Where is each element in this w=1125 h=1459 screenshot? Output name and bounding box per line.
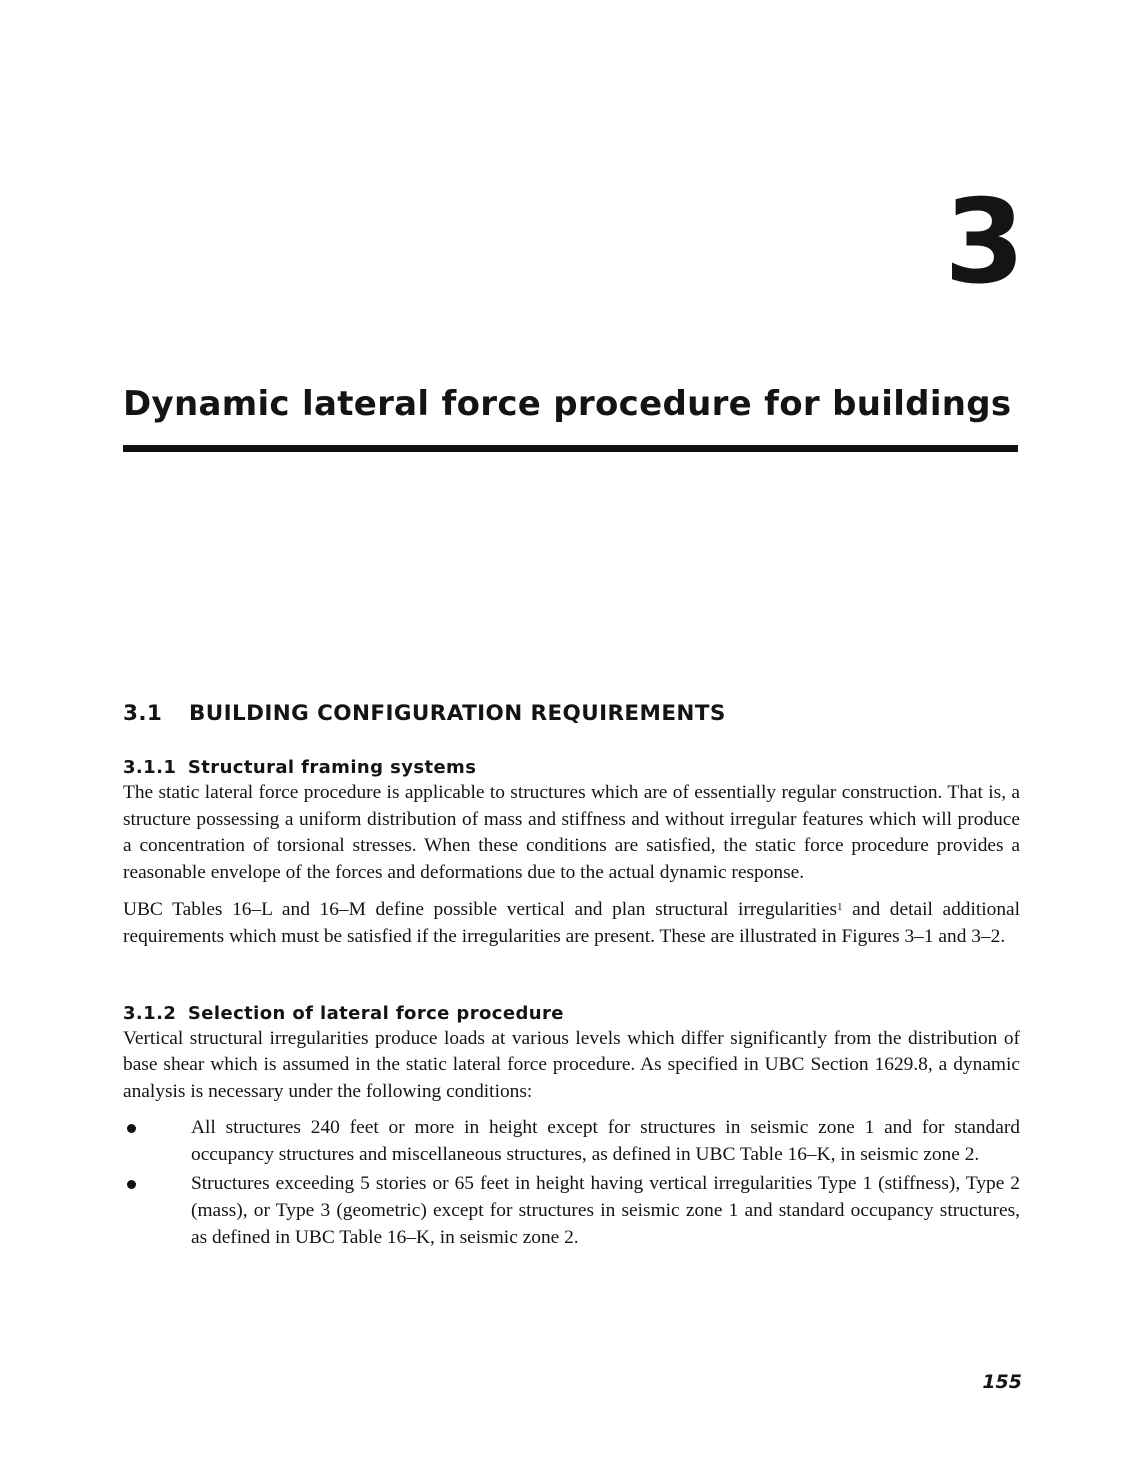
subsection-number: 3.1.2 [123, 1002, 177, 1024]
list-item-text: Structures exceeding 5 stories or 65 feet in height having vertical irregularities Type 1 (stiffness), Type 2 (mass), or Type 3 (geometric) except for structures in seismic zone 1 and standard occupancy structures, as defined in UBC Table 16–K, in seismic zone 2. [191, 1173, 1020, 1248]
list-item [123, 1115, 1020, 1168]
subsection-title: Structural framing systems [187, 756, 477, 778]
paragraph-text: UBC Tables 16–L and 16–M define possible vertical and plan structural irregularities [123, 899, 838, 921]
bullet-icon [127, 1180, 136, 1189]
footnote-reference[interactable]: 1 [837, 901, 843, 914]
subsection-number: 3.1.1 [123, 756, 177, 778]
paragraph: Vertical structural irregularities produce loads at various levels which differ significantly from the distribution of base shear which is assumed in the static lateral force procedure. As specified in UBC Section 1629.8, a dynamic analysis is necessary under the following conditions: [123, 1027, 1020, 1102]
list-item-text: All structures 240 feet or more in height except for structures in seismic zone 1 and for standard occupancy structures and miscellaneous structures, as defined in UBC Table 16–K, in seismic zone 2. [191, 1117, 1020, 1165]
paragraph-text: and detail additional requirements which must be satisfied if the irregularities are present. These are illustrated in Figures 3–1 and 3–2. [123, 899, 1021, 947]
subsection-title: Selection of lateral force procedure [187, 1002, 564, 1024]
chapter-number: 3 [944, 175, 1025, 310]
conditions-list [123, 1115, 1020, 1251]
subsection-heading-3-1-2 [123, 1002, 1020, 1026]
bullet-icon [127, 1124, 136, 1133]
section-title: BUILDING CONFIGURATION REQUIREMENTS [189, 701, 726, 726]
page-number: 155 [982, 1371, 1022, 1393]
subsection-heading-3-1-1 [123, 756, 1020, 780]
chapter-title: Dynamic lateral force procedure for buildings [123, 384, 1012, 424]
section-number: 3.1 [123, 701, 163, 726]
list-item [123, 1171, 1020, 1251]
paragraph-with-footnote [123, 897, 1020, 950]
title-rule [123, 445, 1018, 452]
paragraph: The static lateral force procedure is applicable to structures which are of essentially regular construction. That is, a structure possessing a uniform distribution of mass and stiffness and without irregular features which will produce a concentration of torsional stresses. When these conditions are satisfied, the static force procedure provides a reasonable envelope of the forces and deformations due to the actual dynamic response. [123, 781, 1020, 883]
section-heading [123, 700, 1020, 728]
main-content [123, 700, 1020, 1254]
